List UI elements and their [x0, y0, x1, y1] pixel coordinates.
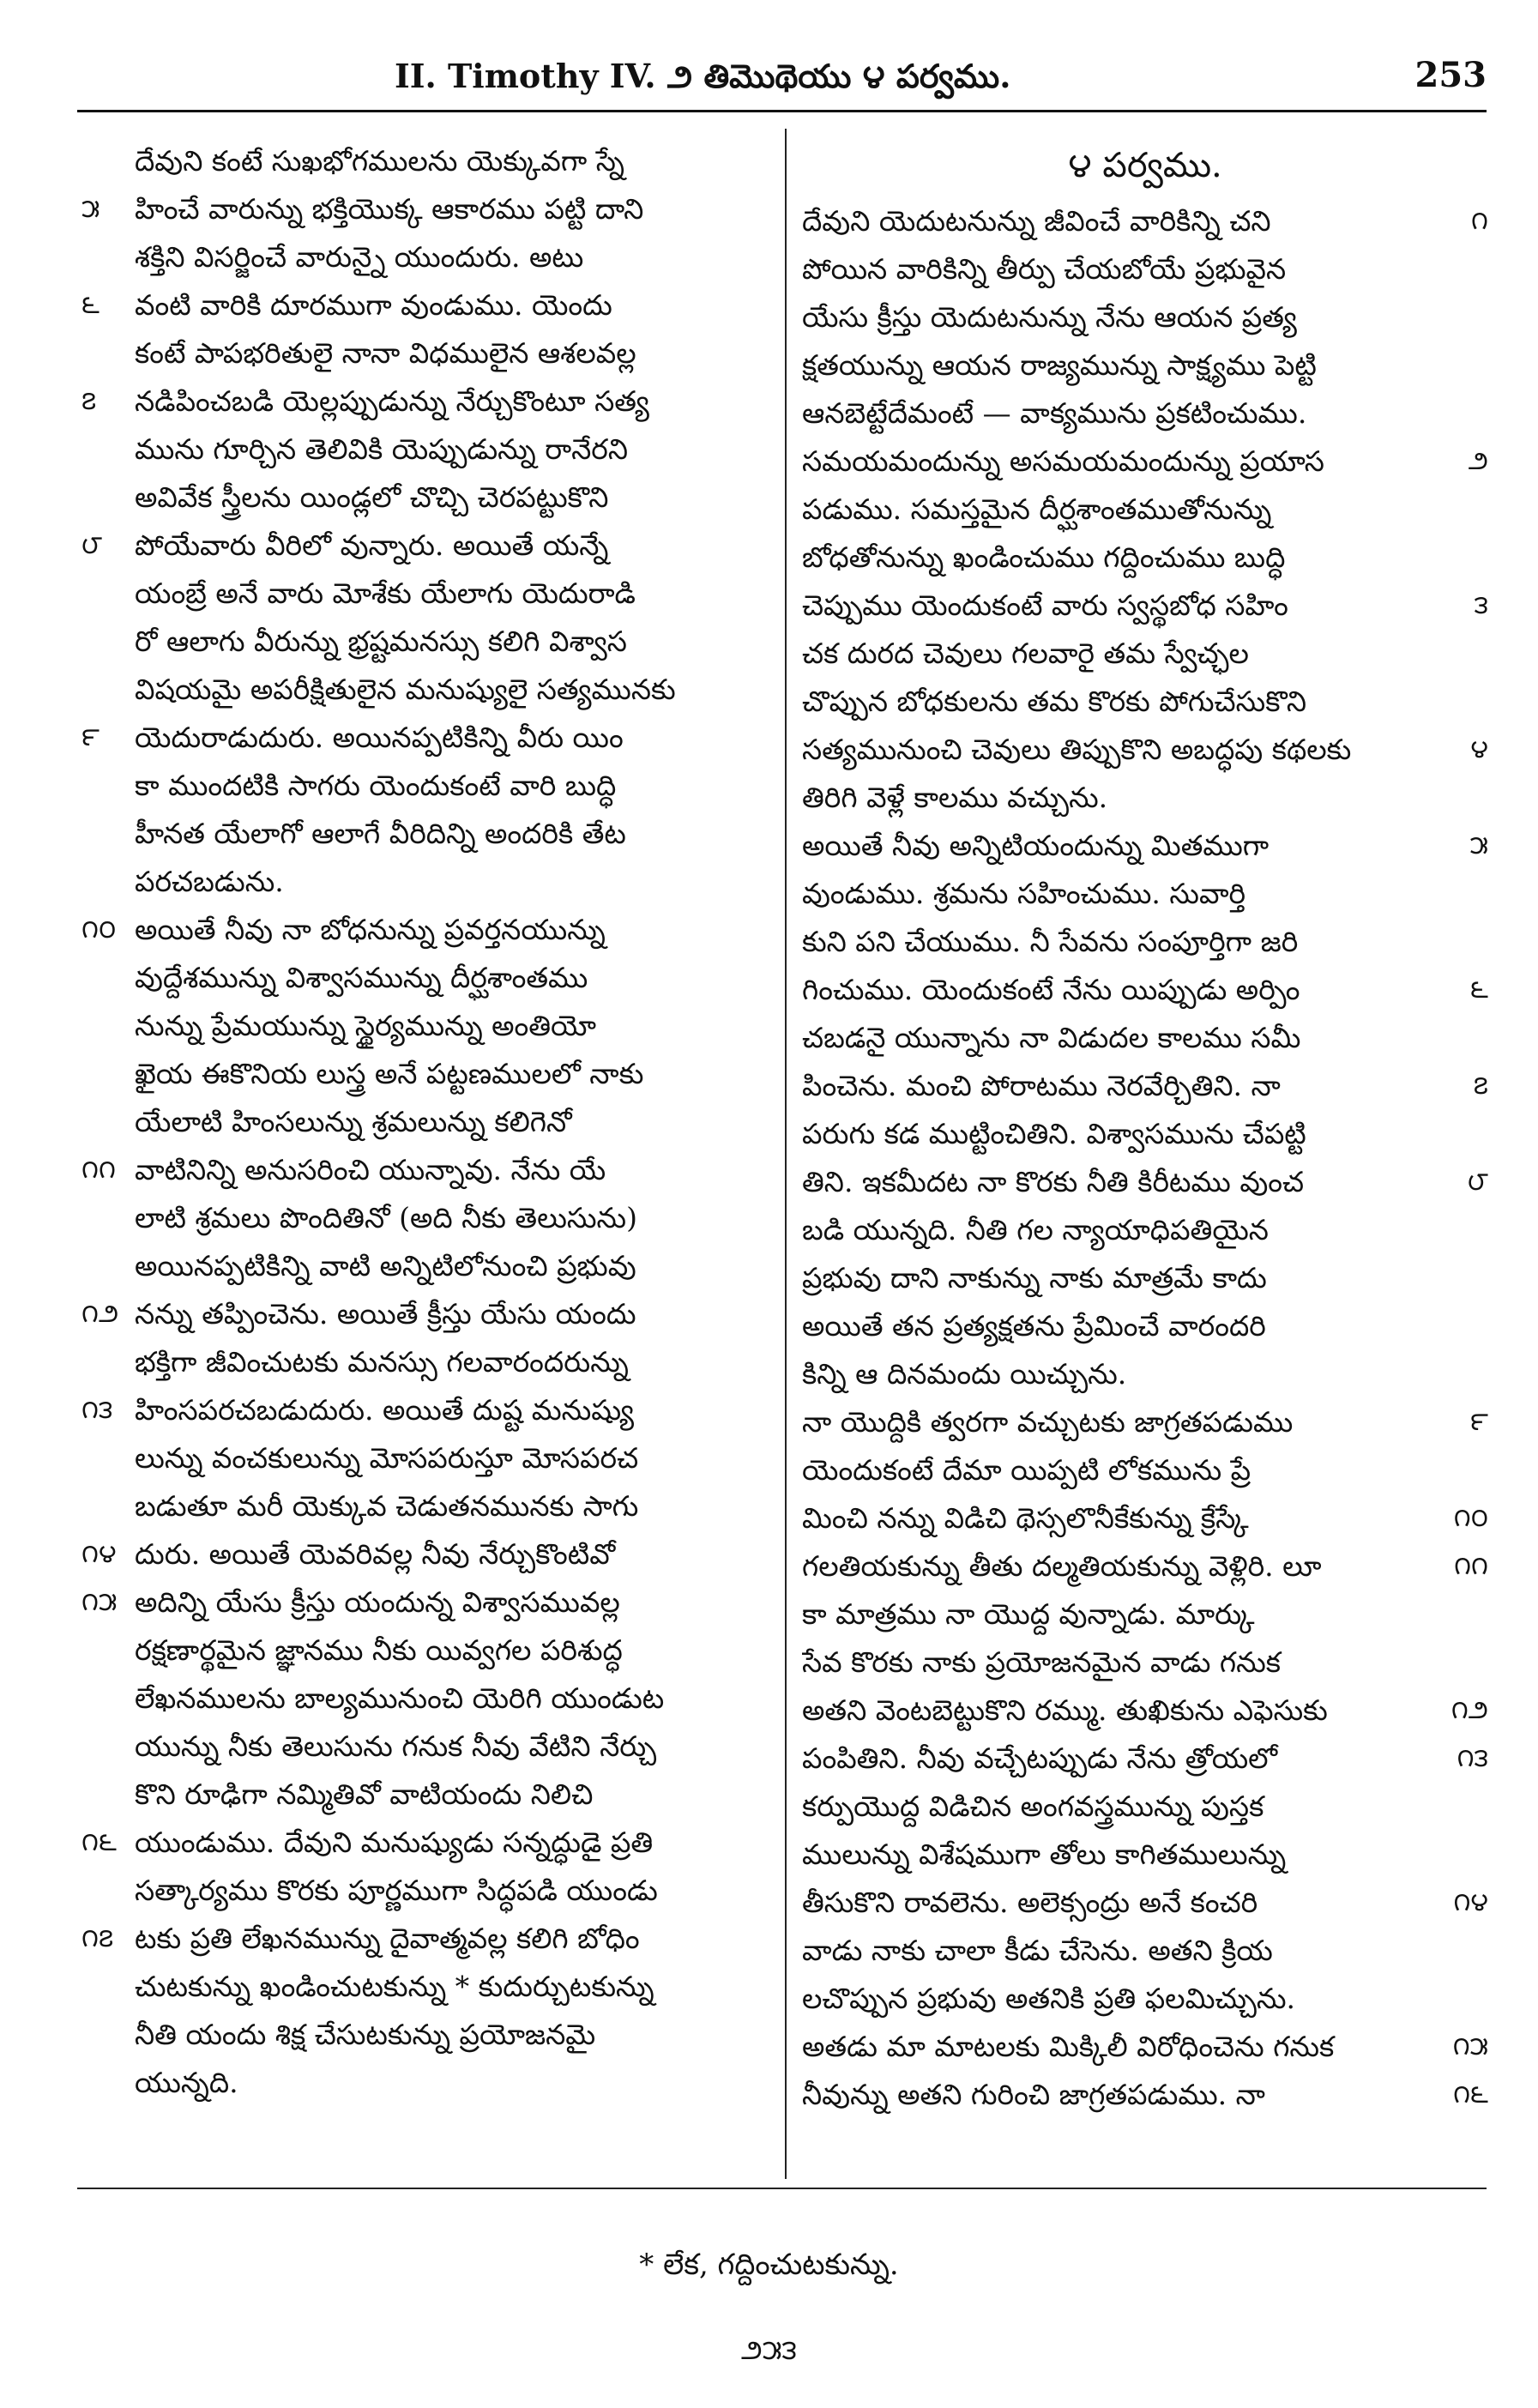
text-line: [802, 486, 1488, 534]
text-line: [802, 1879, 1488, 1927]
line-text: తిని. ఇకమీదట నా కొరకు నీతి కిరీటము వుంచ: [802, 1165, 1305, 1198]
text-line: [802, 1590, 1488, 1639]
line-text: పోయేవారు వీరిలో వున్నారు. అయితే యన్నే: [135, 528, 609, 562]
verse-number: ౧౨: [81, 1299, 119, 1329]
verse-number: ౧౬: [81, 1827, 117, 1857]
line-text: కొని రూఢిగా నమ్మితివో వాటియందు నిలిచి: [135, 1777, 594, 1811]
verse-number: ౧౪: [81, 1539, 117, 1569]
text-line: [81, 1578, 775, 1626]
line-text: చెప్పుము యెందుకంటే వారు స్వస్థబోధ సహిం: [802, 588, 1288, 622]
text-line: [81, 1050, 775, 1098]
verse-number: ౧౫: [1452, 2031, 1488, 2061]
text-line: [81, 1819, 775, 1867]
running-title: II. Timothy IV. ౨ తిమొథెయు ౪ పర్వము.: [395, 57, 1011, 95]
text-line: [81, 1098, 775, 1146]
line-text: బడి యున్నది. నీతి గల న్యాయాధిపతియైన: [802, 1213, 1269, 1246]
text-line: [81, 810, 775, 858]
text-line: [802, 1302, 1488, 1350]
text-line: [802, 1254, 1488, 1302]
line-text: తీసుకొని రావలెను. అలెక్సంద్రు అనే కంచరి: [802, 1886, 1258, 1919]
text-line: [81, 762, 775, 810]
text-line: [802, 1687, 1488, 1735]
line-text: టకు ప్రతి లేఖనమున్ను దైవాత్మవల్ల కలిగి బోధిం: [135, 1922, 640, 1955]
line-text: శక్తిని విసర్జించే వారున్నై యుందురు. అటు: [135, 240, 584, 274]
verse-number: ౧౩: [81, 1395, 113, 1425]
line-text: హింసపరచబడుదురు. అయితే దుష్ట మనుష్యు: [135, 1393, 634, 1427]
text-line: [802, 1735, 1488, 1783]
line-text: చొప్పున బోధకులను తమ కొరకు పోగుచేసుకొని: [802, 685, 1307, 718]
text-line: [802, 1542, 1488, 1590]
text-line: [81, 954, 775, 1002]
line-text: పంపితిని. నీవు వచ్చేటప్పుడు నేను త్రోయలో: [802, 1741, 1278, 1775]
line-text: సత్కార్యము కొరకు పూర్ణముగా సిద్ధపడి యుండు: [135, 1874, 658, 1907]
verse-number: ౧౭: [81, 1923, 114, 1953]
verse-number: ౭: [81, 386, 97, 416]
line-text: హీనత యేలాగో ఆలాగే వీరిదిన్ని అందరికి తేట: [135, 817, 626, 850]
line-text: కా ముందటికి సాగరు యెందుకంటే వారి బుద్ధి: [135, 769, 617, 802]
line-text: బడుతూ మరీ యెక్కువ చెడుతనమునకు సాగు: [135, 1489, 639, 1523]
line-text: కిన్ని ఆ దినమందు యిచ్చును.: [802, 1357, 1127, 1391]
verse-number: ౬: [1470, 975, 1488, 1005]
line-text: నీతి యందు శిక్ష చేసుటకున్ను ప్రయోజనమై: [135, 2018, 596, 2051]
line-text: చుటకున్ను ఖండించుటకున్ను * కుదుర్చుటకున్ను: [135, 1970, 654, 2003]
verse-number: ౬: [81, 290, 100, 320]
text-line: [81, 233, 775, 281]
line-text: కర్పుయొద్ద విడిచిన అంగవస్త్రమున్ను పుస్తక: [802, 1789, 1264, 1823]
verse-number: ౩: [1474, 590, 1488, 620]
line-text: అతని వెంటబెట్టుకొని రమ్ము. తుఖికును ఎఫెసుకు: [802, 1693, 1328, 1727]
footnote: * లేక, గద్దించుటకున్ను.: [639, 2248, 899, 2282]
text-line: [802, 438, 1488, 486]
line-text: లచొప్పున ప్రభువు అతనికి ప్రతి ఫలమిచ్చును.: [802, 1982, 1296, 2015]
line-text: యేలాటి హింసలున్ను శ్రమలున్ను కలిగెనో: [135, 1105, 572, 1138]
text-line: [81, 1002, 775, 1050]
text-line: [802, 1062, 1488, 1110]
text-line: [802, 2071, 1488, 2119]
text-line: [81, 1386, 775, 1434]
line-text: గించుము. యెందుకంటే నేను యిప్పుడు అర్పిం: [802, 973, 1300, 1006]
line-text: గలతియకున్ను తీతు దల్మతియకున్ను వెళ్లిరి. లూ: [802, 1549, 1322, 1583]
line-text: ఖైయ ఈకొనియ లుస్త్ర అనే పట్టణములలో నాకు: [135, 1057, 644, 1090]
text-line: [81, 1482, 775, 1530]
line-text: యంబ్రే అనే వారు మోశేకు యేలాగు యెదురాడి: [135, 576, 636, 610]
verse-number: ౭: [1473, 1071, 1488, 1101]
text-line: [81, 1194, 775, 1242]
line-text: యేసు క్రీస్తు యెదుటనున్ను నేను ఆయన ప్రత్య: [802, 300, 1297, 334]
line-text: సమయమందున్ను అసమయమందున్ను ప్రయాస: [802, 444, 1324, 478]
text-line: [802, 726, 1488, 774]
verse-number: ౮: [81, 530, 103, 560]
text-line: [802, 1975, 1488, 2023]
text-line: [802, 1158, 1488, 1206]
text-line: [802, 870, 1488, 918]
line-text: నడిపించబడి యెల్లప్పుడున్ను నేర్చుకొంటూ సత్య: [135, 384, 649, 418]
verse-number: ౧౬: [1453, 2079, 1488, 2109]
line-text: యెదురాడుదురు. అయినప్పటికిన్ని వీరు యిం: [135, 721, 624, 754]
line-text: నున్ను ప్రేమయున్ను స్థైర్యమున్ను అంతియో: [135, 1009, 597, 1042]
text-line: [802, 197, 1488, 245]
line-text: అయితే నీవు నా బోధనున్ను ప్రవర్తనయున్ను: [135, 913, 606, 946]
verse-number: ౯: [1470, 1407, 1488, 1437]
text-line: [81, 1338, 775, 1386]
signature-mark: ౨౫౩: [741, 2333, 797, 2366]
text-line: [802, 1494, 1488, 1542]
line-text: సేవ కొరకు నాకు ప్రయోజనమైన వాడు గనుక: [802, 1645, 1281, 1679]
text-line: [81, 281, 775, 329]
line-text: వాటినిన్ని అనుసరించి యున్నావు. నేను యే: [135, 1153, 606, 1186]
text-line: [802, 1783, 1488, 1831]
line-text: దురు. అయితే యెవరివల్ల నీవు నేర్చుకొంటివో: [135, 1537, 616, 1571]
verse-number: ౧౦: [1453, 1503, 1488, 1533]
line-text: వుద్దేశమున్ను విశ్వాసమున్ను దీర్ఘశాంతము: [135, 961, 588, 994]
line-text: వాడు నాకు చాలా కీడు చేసెను. అతని క్రియ: [802, 1934, 1273, 1967]
text-line: [81, 906, 775, 954]
line-text: రక్షణార్థమైన జ్ఞానము నీకు యివ్వగల పరిశుద్ధ: [135, 1633, 623, 1667]
left-column: [81, 137, 775, 2408]
line-text: భక్తిగా జీవించుటకు మనస్సు గలవారందరున్ను: [135, 1345, 629, 1379]
text-line: [81, 1675, 775, 1723]
line-text: యెందుకంటే దేమా యిప్పటి లోకమును ప్రే: [802, 1453, 1252, 1487]
line-text: తిరిగి వెళ్లే కాలము వచ్చును.: [802, 781, 1108, 814]
text-line: [802, 582, 1488, 630]
verse-number: ౯: [81, 722, 100, 752]
text-line: [802, 918, 1488, 966]
text-line: [81, 618, 775, 666]
line-text: కుని పని చేయుము. నీ సేవను సంపూర్తిగా జరి: [802, 925, 1299, 958]
line-text: అవివేక స్త్రీలను యిండ్లలో చొచ్చి చెరపట్టుకొని: [135, 480, 609, 514]
line-text: మును గూర్చిన తెలివికి యెప్పుడున్ను రానేరని: [135, 432, 629, 466]
line-text: పరచబడును.: [135, 865, 284, 898]
line-text: కంటే పాపభరితులై నానా విధములైన ఆశలవల్ల: [135, 336, 636, 370]
text-line: [81, 425, 775, 474]
line-text: అయితే తన ప్రత్యక్షతను ప్రేమించే వారందరి: [802, 1309, 1266, 1343]
line-text: యున్నది.: [135, 2066, 238, 2099]
text-line: [802, 534, 1488, 582]
text-line: [802, 1014, 1488, 1062]
verse-number: ౧౨: [1451, 1695, 1488, 1725]
verse-number: ౧౦: [81, 914, 117, 944]
line-text: పడుము. సమస్తమైన దీర్ఘశాంతముతోనున్ను: [802, 492, 1272, 526]
text-line: [81, 185, 775, 233]
text-line: [802, 389, 1488, 438]
line-text: బోధతోనున్ను ఖండించుము గద్దించుము బుద్ధి: [802, 540, 1286, 574]
line-text: నన్ను తప్పించెను. అయితే క్రీస్తు యేసు యందు: [135, 1297, 636, 1331]
line-text: లాటి శ్రమలు పొందితినో (అది నీకు తెలుసును): [135, 1201, 637, 1234]
text-line: [802, 1446, 1488, 1494]
line-text: వంటి వారికి దూరముగా వుండుము. యెందు: [135, 288, 612, 322]
text-line: [802, 1639, 1488, 1687]
verse-number: ౫: [81, 194, 100, 224]
text-line: [802, 1398, 1488, 1446]
text-line: [802, 1206, 1488, 1254]
page-number: 253: [1414, 55, 1487, 95]
line-text: అయితే నీవు అన్నిటియందున్ను మితముగా: [802, 829, 1270, 862]
verse-number: ౪: [1470, 734, 1488, 764]
line-text: అయినప్పటికిన్ని వాటి అన్నిటిలోనుంచి ప్రభువు: [135, 1249, 636, 1282]
text-line: [802, 630, 1488, 678]
verse-number: ౧౩: [1457, 1743, 1488, 1773]
line-text: కా మాత్రము నా యొద్ద వున్నాడు. మార్కు: [802, 1597, 1255, 1631]
text-line: [81, 1867, 775, 1915]
line-text: దేవుని కంటే సుఖభోగములను యెక్కువగా స్నే: [135, 144, 624, 178]
verse-number: ౧: [1471, 206, 1488, 236]
line-text: రో ఆలాగు వీరున్ను భ్రష్టమనస్సు కలిగి విశ్వాస: [135, 625, 627, 658]
text-line: [81, 1626, 775, 1675]
line-text: పించెను. మంచి పోరాటము నెరవేర్చితిని. నా: [802, 1069, 1281, 1102]
chapter-heading: ౪ పర్వము.: [1068, 146, 1222, 185]
bottom-rule: [77, 2188, 1487, 2189]
text-line: [81, 137, 775, 185]
right-column: [802, 137, 1488, 2408]
line-text: ములున్ను విశేషముగా తోలు కాగితములున్ను: [802, 1838, 1287, 1871]
line-text: నా యొద్దికి త్వరగా వచ్చుటకు జాగ్రతపడుము: [802, 1405, 1294, 1439]
line-text: యుండుము. దేవుని మనుష్యుడు సన్నద్ధుడై ప్రతి: [135, 1826, 654, 1859]
text-line: [802, 774, 1488, 822]
line-text: చక దురద చెవులు గలవారై తమ స్వేచ్ఛల: [802, 637, 1249, 670]
text-line: [81, 570, 775, 618]
column-divider: [785, 129, 787, 2179]
text-line: [802, 341, 1488, 389]
text-line: [81, 858, 775, 906]
verse-number: ౧౧: [1454, 1551, 1488, 1581]
line-text: ప్రభువు దాని నాకున్ను నాకు మాత్రమే కాదు: [802, 1261, 1267, 1295]
verse-number: ౧౧: [81, 1155, 116, 1185]
text-line: [802, 1927, 1488, 1975]
text-line: [802, 1350, 1488, 1398]
line-text: దేవుని యెదుటనున్ను జీవించే వారికిన్ని చని: [802, 204, 1271, 238]
text-line: [81, 377, 775, 425]
header-rule: [77, 110, 1487, 112]
line-text: హించే వారున్ను భక్తియొక్క ఆకారము పట్టి దాని: [135, 192, 644, 226]
line-text: చబడనై యున్నాను నా విడుదల కాలము సమీ: [802, 1021, 1301, 1054]
text-line: [81, 666, 775, 714]
text-line: [81, 1771, 775, 1819]
line-text: సత్యమునుంచి చెవులు తిప్పుకొని అబద్ధపు కథలకు: [802, 733, 1352, 766]
line-text: ఆనబెట్టేదేమంటే — వాక్యమును ప్రకటించుము.: [802, 396, 1307, 430]
verse-number: ౫: [1469, 830, 1488, 860]
text-line: [81, 1915, 775, 1963]
text-line: [81, 1434, 775, 1482]
text-line: [81, 714, 775, 762]
text-line: [81, 329, 775, 377]
text-line: [81, 474, 775, 522]
line-text: లేఖనములను బాల్యమునుంచి యెరిగి యుండుట: [135, 1681, 665, 1715]
text-line: [802, 966, 1488, 1014]
text-line: [81, 2011, 775, 2059]
line-text: నీవున్ను అతని గురించి జాగ్రతపడుము. నా: [802, 2078, 1265, 2111]
verse-number: ౧౪: [1453, 1887, 1488, 1917]
line-text: అతడు మా మాటలకు మిక్కిలీ విరోధించెను గనుక: [802, 2030, 1335, 2063]
verse-number: ౨: [1468, 446, 1488, 476]
line-text: అదిన్ని యేసు క్రీస్తు యందున్న విశ్వాసమువల్ల: [135, 1585, 620, 1619]
line-text: క్షతయున్ను ఆయన రాజ్యమున్ను సాక్ష్యము పెట్టి: [802, 348, 1317, 382]
text-line: [81, 2059, 775, 2107]
line-text: వుండుము. శ్రమను సహించుము. సువార్తి: [802, 877, 1246, 910]
text-line: [81, 1146, 775, 1194]
line-text: విషయమై అపరీక్షితులైన మనుష్యులై సత్యమునకు: [135, 673, 676, 706]
line-text: మించి నన్ను విడిచి థెస్సలొనీకేకున్ను క్రేస్కే: [802, 1501, 1249, 1535]
verse-number: ౧౫: [81, 1587, 118, 1617]
line-text: పరుగు కడ ముట్టించితిని. విశ్వాసమును చేపట్టి: [802, 1117, 1306, 1150]
text-line: [81, 1290, 775, 1338]
text-line: [81, 522, 775, 570]
line-text: పోయిన వారికిన్ని తీర్పు చేయబోయే ప్రభువైన: [802, 252, 1287, 286]
text-line: [802, 1110, 1488, 1158]
text-line: [81, 1530, 775, 1578]
verse-number: ౮: [1467, 1167, 1488, 1197]
text-line: [81, 1242, 775, 1290]
text-line: [802, 293, 1488, 341]
page-header: [77, 50, 1487, 118]
text-line: [802, 822, 1488, 870]
text-line: [802, 2023, 1488, 2071]
text-line: [802, 1831, 1488, 1879]
text-line: [81, 1963, 775, 2011]
text-line: [802, 245, 1488, 293]
line-text: యున్ను నీకు తెలుసును గనుక నీవు వేటిని నేర్చు: [135, 1729, 657, 1763]
text-line: [81, 1723, 775, 1771]
line-text: లున్ను వంచకులున్ను మోసపరుస్తూ మోసపరచ: [135, 1441, 639, 1475]
text-line: [802, 678, 1488, 726]
